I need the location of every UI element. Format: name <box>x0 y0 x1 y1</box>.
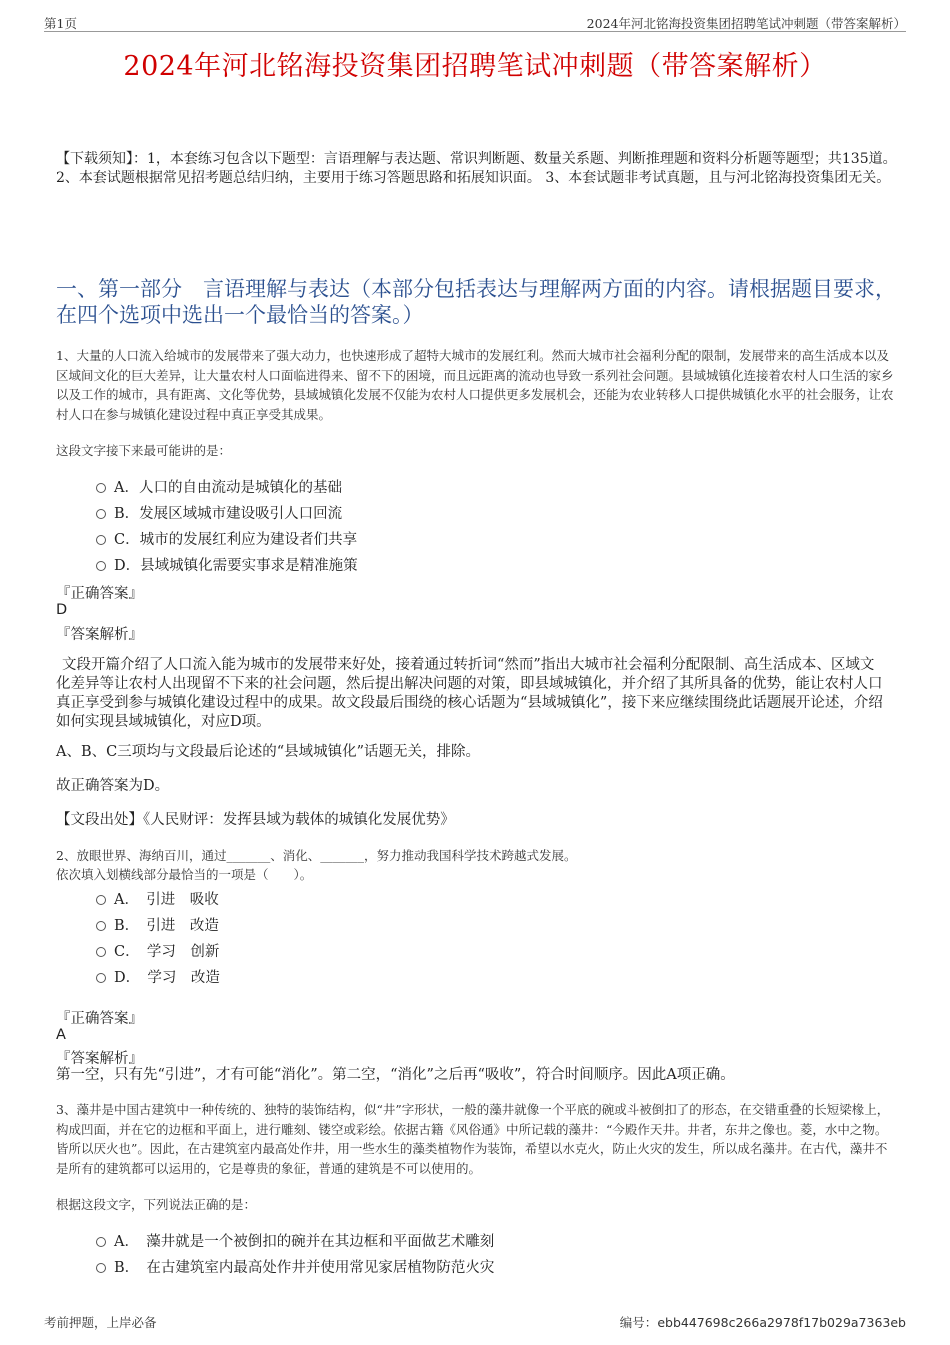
radio-icon[interactable] <box>96 561 106 571</box>
question-2-prompt: 依次填入划横线部分最恰当的一项是（ ）。 <box>56 867 313 882</box>
radio-icon[interactable] <box>96 1237 106 1247</box>
radio-icon[interactable] <box>96 509 106 519</box>
q2-option-c[interactable] <box>96 940 219 961</box>
q2-answer-label: 『正确答案』 <box>56 1011 143 1027</box>
section-title: 一、第一部分 言语理解与表达（本部分包括表达与理解两方面的内容。请根据题目要求，在四个选项中选出一个最恰当的答案。） <box>56 277 896 327</box>
q2-answer-value: A <box>56 1027 66 1043</box>
radio-icon[interactable] <box>96 921 106 931</box>
q1-analysis-elimination: A、B、C三项均与文段最后论述的“县域城镇化”话题无关，排除。 <box>56 744 481 760</box>
option-label: A．人口的自由流动是城镇化的基础 <box>114 480 342 496</box>
question-2-text: 2、放眼世界、海纳百川，通过_______、消化、_______，努力推动我国科学技术跨越式发展。 <box>56 848 577 863</box>
option-label: B． 引进 改造 <box>114 918 219 934</box>
q1-answer-value: D <box>56 602 68 618</box>
footer-code <box>620 1313 906 1331</box>
question-1-prompt: 这段文字接下来最可能讲的是： <box>56 443 232 458</box>
radio-icon[interactable] <box>96 483 106 493</box>
header-doc-title: 2024年河北铭海投资集团招聘笔试冲刺题（带答案解析） <box>586 16 906 31</box>
page-title: 2024年河北铭海投资集团招聘笔试冲刺题（带答案解析） <box>123 51 827 82</box>
q1-answer-label: 『正确答案』 <box>56 586 143 602</box>
option-label: A． 引进 吸收 <box>114 892 219 908</box>
radio-icon[interactable] <box>96 973 106 983</box>
option-label: C． 学习 创新 <box>114 944 220 960</box>
option-label: B．发展区域城市建设吸引人口回流 <box>114 506 343 522</box>
q1-analysis-paragraph: 文段开篇介绍了人口流入能为城市的发展带来好处，接着通过转折词“然而”指出大城市社会福利分配限制、高生活成本、区域文化差异等让农村人出现留不下来的社会问题，然后提出解决问题的对策，即县域城镇化，并介绍了其所具备的优势，能让农村人口真正享受到参与城镇化建设过程中的成果。故文段最后围绕的核心话题为“县域城镇化”，接下来应继续围绕此话题展开论述，介绍如何实现县域城镇化，对应D项。 <box>56 657 883 730</box>
radio-icon[interactable] <box>96 1263 106 1273</box>
q1-analysis-conclusion: 故正确答案为D。 <box>56 778 170 794</box>
radio-icon[interactable] <box>96 947 106 957</box>
option-label: D． 学习 改造 <box>114 970 220 986</box>
q1-option-c[interactable] <box>96 528 357 549</box>
q1-option-a[interactable] <box>96 476 342 497</box>
q1-source: 【文段出处】《人民财评：发挥县域为载体的城镇化发展优势》 <box>56 812 455 828</box>
footer-code-value: ebb447698c266a2978f17b029a7363eb <box>657 1315 906 1330</box>
download-notice: 【下载须知】：1，本套练习包含以下题型：言语理解与表达题、常识判断题、数量关系题、判断推理题和资料分析题等题型；共135道。 2、本套试题根据常见招考题总结归纳，主要用于练习答题思路和拓展知识面。 3、本套试题非考试真题，且与河北铭海投资集团无关。 <box>56 151 897 186</box>
question-3-text: 3、藻井是中国古建筑中一种传统的、独特的装饰结构，似“井”字形状，一般的藻井就像一个平底的碗或斗被倒扣了的形态，在交错重叠的长短梁椽上，构成凹面，并在它的边框和平面上，进行雕刻、镂空或彩绘。依据古籍《风俗通》中所记载的藻井：“今殿作天井。井者，东井之像也。菱，水中之物。皆所以厌火也”。因此，在古建筑室内最高处作井，用一些水生的藻类植物作为装饰，希望以水克火，防止火灾的发生，所以成名藻井。在古代，藻井不是所有的建筑都可以运用的，它是尊贵的象征，普通的建筑是不可以使用的。 <box>56 1102 890 1176</box>
q1-analysis-label: 『答案解析』 <box>56 627 143 643</box>
option-label: A． 藻井就是一个被倒扣的碗并在其边框和平面做艺术雕刻 <box>114 1234 495 1250</box>
option-label: D．县域城镇化需要实事求是精准施策 <box>114 558 358 574</box>
page-number: 第1页 <box>44 16 77 31</box>
option-label: B． 在古建筑室内最高处作井并使用常见家居植物防范火灾 <box>114 1260 495 1276</box>
q2-option-d[interactable] <box>96 966 220 987</box>
footer-slogan: 考前押题，上岸必备 <box>44 1315 157 1330</box>
option-label: C．城市的发展红利应为建设者们共享 <box>114 532 358 548</box>
q3-option-a[interactable] <box>96 1230 494 1251</box>
q2-option-b[interactable] <box>96 914 219 935</box>
header-divider <box>44 31 906 32</box>
q1-option-b[interactable] <box>96 502 342 523</box>
radio-icon[interactable] <box>96 895 106 905</box>
q2-analysis: 第一空，只有先“引进”，才有可能“消化”。第二空，“消化”之后再“吸收”，符合时间顺序。因此A项正确。 <box>56 1067 735 1083</box>
question-1-text: 1、大量的人口流入给城市的发展带来了强大动力，也快速形成了超特大城市的发展红利。然而大城市社会福利分配的限制，发展带来的高生活成本以及区域间文化的巨大差异，让大量农村人口面临进得来、留不下的困境，而且远距离的流动也导致一系列社会问题。县域城镇化连接着农村人口生活的家乡以及工作的城市，具有距离、文化等优势，县域城镇化发展不仅能为农村人口提供更多发展机会，还能为农业转移人口提供城镇化水平的社会服务，让农村人口在参与城镇化建设过程中真正享受其成果。 <box>56 348 894 422</box>
q2-analysis-label: 『答案解析』 <box>56 1051 143 1067</box>
q1-option-d[interactable] <box>96 554 358 575</box>
q2-option-a[interactable] <box>96 888 219 909</box>
footer-code-label: 编号： <box>619 1315 658 1330</box>
radio-icon[interactable] <box>96 535 106 545</box>
q3-option-b[interactable] <box>96 1256 494 1277</box>
question-3-prompt: 根据这段文字，下列说法正确的是： <box>56 1197 257 1212</box>
